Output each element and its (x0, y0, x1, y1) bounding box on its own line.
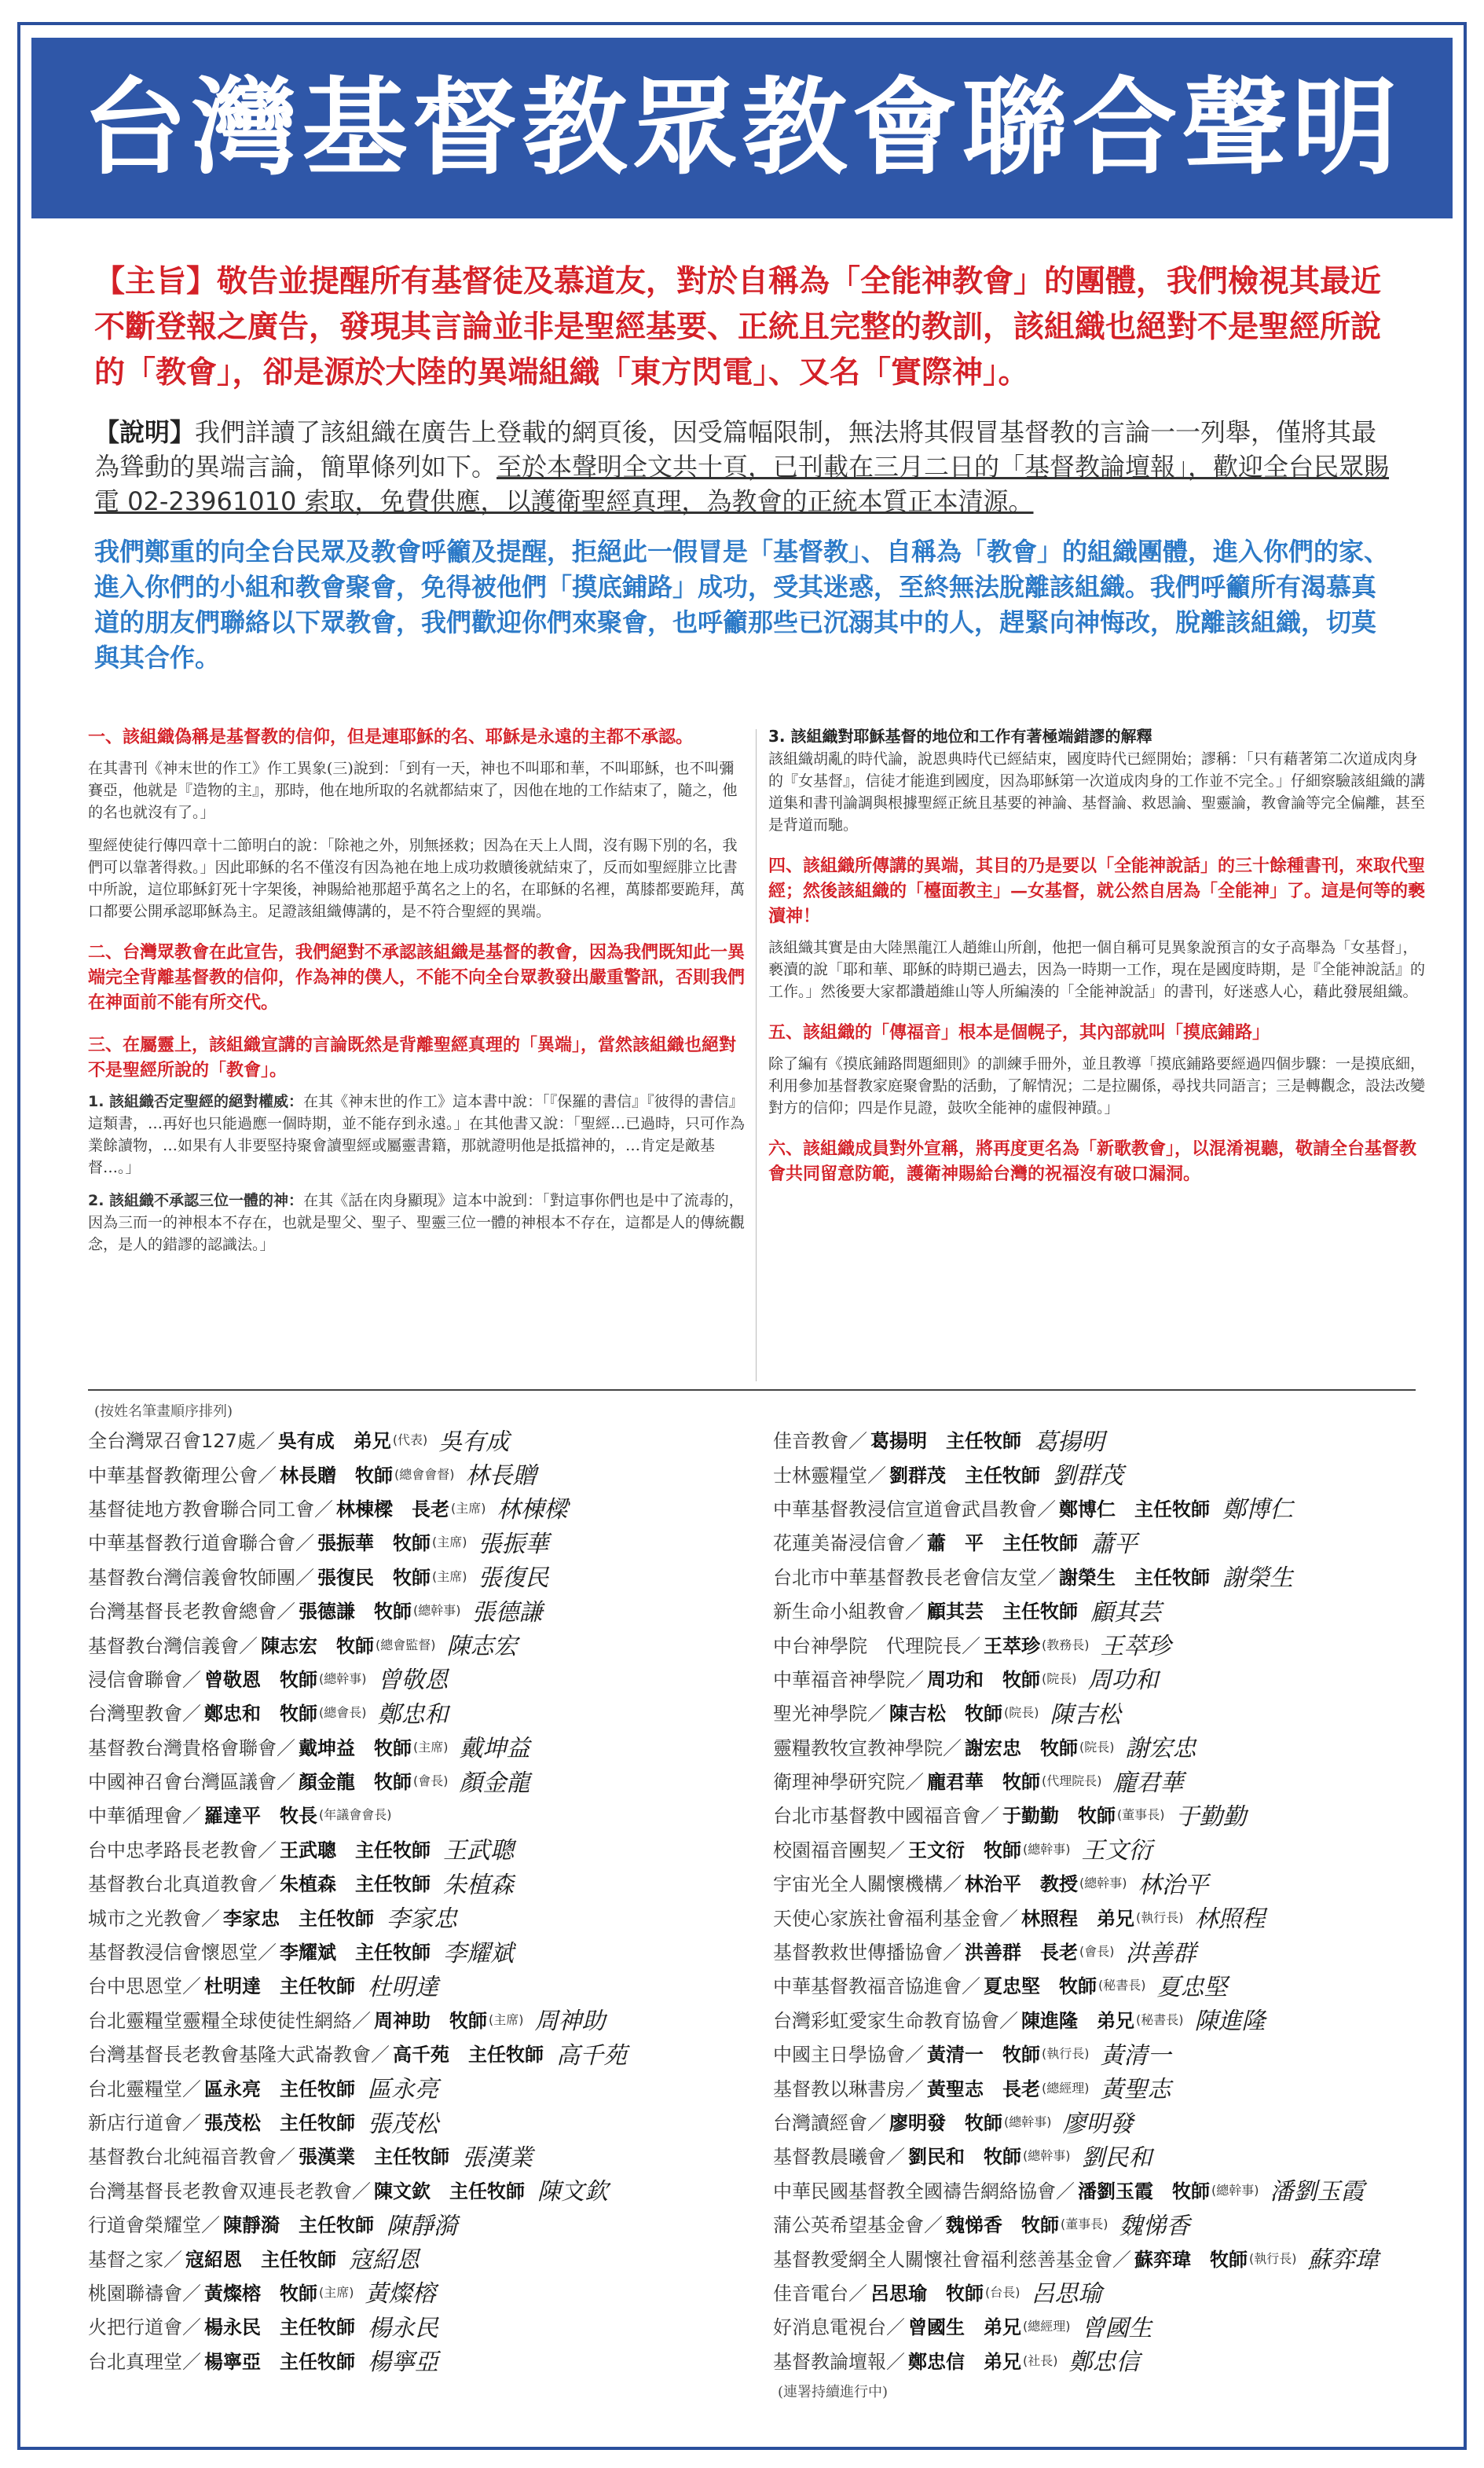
signatory-name: 張漢業 主任牧師 (299, 2146, 449, 2169)
signatory-row (88, 2343, 764, 2377)
signatory-organization: 基督教台灣信義會／ (88, 1634, 258, 1657)
signatory-name: 王文衍 牧師 (908, 1839, 1021, 1861)
signatory-organization: 基督教台灣貴格會聯會／ (88, 1736, 295, 1759)
signatory-name: 陳志宏 牧師 (261, 1634, 374, 1657)
signatory-organization: 新生命小組教會／ (773, 1601, 924, 1623)
signatory-name: 周神助 牧師 (374, 2009, 487, 2032)
signatory-row (88, 1524, 764, 1558)
signatory-organization: 中華基督教行道會聯合會／ (88, 1532, 314, 1555)
handwritten-signature: 張振華 (478, 1530, 549, 1558)
signatory-role: (總經理) (1023, 2319, 1071, 2334)
handwritten-signature: 鄭博仁 (1222, 1496, 1293, 1524)
signatory-role: (台長) (985, 2284, 1020, 2300)
section-2-heading: 二、台灣眾教會在此宣告，我們絕對不承認該組織是基督的教會，因為我們既知此一異端完全背離基督教的信仰，作為神的僕人，不能不向全台眾教發出嚴重警訊，否則我們在神面前不能有所交代。 (88, 942, 746, 1013)
signatory-row (773, 1661, 1449, 1695)
handwritten-signature: 陳志宏 (446, 1633, 518, 1661)
section-4-text: 該組織其實是由大陸黑龍江人趙維山所創，他把一個自稱可見異象說預言的女子高舉為「女基督」，褻瀆的說「耶和華、耶穌的時期已過去，因為一時期一工作，現在是國度時期，是『全能神說話』的工作。」然後要大家都讚趙維山等人所編湊的「全能神說話」的書刊，好迷惑人心，藉此發展組織。 (768, 939, 1426, 1000)
handwritten-signature: 曾國生 (1081, 2314, 1152, 2342)
section-3-2-label: 2. 該組織不承認三位一體的神： (88, 1192, 304, 1209)
signatory-name: 于勤勤 牧師 (1002, 1805, 1116, 1828)
handwritten-signature: 張德謙 (471, 1598, 543, 1626)
signatory-row (773, 1865, 1449, 1899)
signatory-name: 曾敬恩 牧師 (204, 1668, 317, 1691)
signatory-role: (總幹事) (319, 1670, 367, 1686)
signatory-row (88, 1661, 764, 1695)
signatory-name: 戴坤益 牧師 (299, 1736, 412, 1759)
signatory-name: 朱植森 主任牧師 (280, 1873, 431, 1896)
signatory-role: (院長) (1004, 1705, 1039, 1721)
signatory-row (88, 2002, 764, 2036)
signatory-role: (總會會督) (394, 1466, 455, 1482)
signatory-organization: 新店行道會／ (88, 2112, 201, 2134)
signatory-name: 張復民 牧師 (317, 1566, 431, 1589)
signatory-role: (主席) (489, 2011, 524, 2027)
signatory-row (88, 1934, 764, 1967)
signatory-organization: 台北市中華基督教長老會信友堂／ (773, 1566, 1056, 1589)
purpose-text: 敬告並提醒所有基督徒及慕道友，對於自稱為「全能神教會」的團體，我們檢視其最近不斷登報之廣告，發現其言論並非是聖經基要、正統且完整的教訓，該組織也絕對不是聖經所說的「教會」，卻是源於大陸的異端組織「東方閃電」、又名「實際神」。 (94, 264, 1382, 391)
handwritten-signature: 朱植森 (443, 1871, 514, 1899)
signatory-organization: 台中忠孝路長老教會／ (88, 1839, 277, 1861)
signatory-name: 杜明達 主任牧師 (204, 1975, 355, 1998)
right-column (768, 724, 1425, 1194)
signatory-role: (主席) (413, 1739, 449, 1755)
signatory-name: 鄭博仁 主任牧師 (1059, 1498, 1210, 1520)
handwritten-signature: 潘劉玉霞 (1270, 2178, 1365, 2206)
section-6-heading: 六、該組織成員對外宣稱，將再度更名為「新歌教會」，以混淆視聽，敬請全台基督教會共同留意防範，護衛神賜給台灣的祝福沒有破口漏洞。 (768, 1139, 1417, 1184)
explanation-label: 【說明】 (94, 417, 196, 447)
signatory-row (88, 1797, 764, 1831)
handwritten-signature: 顏金龍 (459, 1769, 530, 1797)
signatory-row (88, 2308, 764, 2342)
handwritten-signature: 劉民和 (1081, 2143, 1152, 2172)
signatory-organization: 台中思恩堂／ (88, 1975, 201, 1998)
signatories-continuing-note: (連署持續進行中) (778, 2384, 889, 2400)
signatory-name: 黃燦榕 牧師 (204, 2282, 317, 2305)
handwritten-signature: 王萃珍 (1100, 1633, 1171, 1661)
signatory-role: (總會長) (319, 1705, 367, 1721)
signatory-organization: 衛理神學研究院／ (773, 1771, 924, 1794)
signatory-organization: 基督教晨曦會／ (773, 2146, 905, 2169)
signatory-name: 劉民和 牧師 (908, 2146, 1021, 2169)
handwritten-signature: 張茂松 (368, 2110, 438, 2138)
signatory-name: 楊寧亞 主任牧師 (204, 2350, 355, 2373)
section-1-quote: 在其書刊《神末世的作工》作工異象(三)說到：「到有一天，神也不叫耶和華，不叫耶穌，也不叫彌賽亞，他就是『造物的主』，那時，他在地所取的名就都結束了，因他在地的工作結束了，隨之，他的名也就沒有了。」 (88, 760, 738, 821)
signatory-organization: 基督教愛網全人關懷社會福利慈善基金會／ (773, 2248, 1131, 2271)
signatory-row (773, 1593, 1449, 1626)
signatory-role: (代表) (392, 1432, 428, 1448)
signatory-name: 陳靜漪 主任牧師 (223, 2214, 374, 2237)
signatory-row (773, 1524, 1449, 1558)
signatory-organization: 基督教以琳書房／ (773, 2077, 924, 2100)
signatory-name: 周功和 牧師 (927, 1668, 1040, 1691)
signatory-organization: 全台灣眾召會127處／ (88, 1430, 275, 1453)
signatory-organization: 台灣讀經會／ (773, 2112, 886, 2134)
signatory-name: 林照程 弟兄 (1021, 1907, 1134, 1930)
section-3-1 (88, 1091, 745, 1179)
handwritten-signature: 鄭忠信 (1068, 2349, 1140, 2377)
signatory-row (773, 2104, 1449, 2138)
signatory-name: 蕭 平 主任牧師 (927, 1532, 1078, 1555)
signatory-row (773, 1456, 1449, 1490)
signatory-role: (總幹事) (1211, 2182, 1259, 2198)
signatory-row (88, 1865, 764, 1899)
handwritten-signature: 區永亮 (368, 2076, 438, 2104)
handwritten-signature: 鄭忠和 (377, 1700, 449, 1729)
signatory-role: (總幹事) (1004, 2114, 1052, 2129)
signatory-organization: 中台神學院 代理院長／ (773, 1634, 980, 1657)
signatory-row (88, 1695, 764, 1729)
signatory-name: 葛揚明 主任牧師 (870, 1430, 1021, 1453)
handwritten-signature: 陳靜漪 (387, 2212, 457, 2240)
handwritten-signature: 周神助 (534, 2008, 606, 2036)
signatory-organization: 台北靈糧堂／ (88, 2077, 201, 2100)
signatory-organization: 台灣基督長老教會總會／ (88, 1601, 295, 1623)
signatory-organization: 士林靈糧堂／ (773, 1464, 886, 1487)
handwritten-signature: 曾敬恩 (377, 1667, 449, 1695)
handwritten-signature: 陳進隆 (1194, 2008, 1266, 2036)
section-3-3-heading: 3. 該組織對耶穌基督的地位和工作有著極端錯謬的解釋 (768, 727, 1152, 746)
signatories-left-list (88, 1422, 764, 2377)
signatory-role: (總經理) (1042, 2080, 1090, 2096)
signatory-row (773, 2070, 1449, 2103)
signatory-row (88, 1491, 764, 1524)
signatory-role: (總會監督) (376, 1637, 436, 1652)
signatory-row (88, 2104, 764, 2138)
signatory-role: (社長) (1023, 2352, 1058, 2368)
signatory-name: 寇紹恩 主任牧師 (185, 2248, 336, 2271)
signatory-role: (年議會會長) (319, 1807, 392, 1823)
section-5-heading: 五、該組織的「傳福音」根本是個幌子，其內部就叫「摸底鋪路」 (768, 1022, 1270, 1043)
handwritten-signature: 林治平 (1138, 1871, 1209, 1899)
signatory-organization: 浸信會聯會／ (88, 1668, 201, 1691)
signatory-name: 吳有成 弟兄 (277, 1430, 391, 1453)
signatory-organization: 台灣基督長老教會基隆大武崙教會／ (88, 2044, 390, 2066)
signatory-row (773, 1695, 1449, 1729)
signatory-name: 黃聖志 長老 (927, 2077, 1040, 2100)
signatory-name: 劉群茂 主任牧師 (889, 1464, 1040, 1487)
signatory-row (773, 2002, 1449, 2036)
signatory-organization: 中國神召會台灣區議會／ (88, 1771, 295, 1794)
signatory-role: (院長) (1079, 1739, 1115, 1755)
handwritten-signature: 楊寧亞 (368, 2349, 438, 2377)
signatory-row (773, 2173, 1449, 2206)
signatory-name: 鄭忠信 弟兄 (908, 2350, 1021, 2373)
signatory-organization: 城市之光教會／ (88, 1907, 220, 1930)
signatory-organization: 台灣彩虹愛家生命教育協會／ (773, 2009, 1018, 2032)
signatory-name: 張振華 牧師 (317, 1532, 431, 1555)
signatory-role: (主席) (319, 2284, 354, 2300)
signatory-organization: 中華基督教浸信宣道會武昌教會／ (773, 1498, 1056, 1520)
signatory-row (88, 1422, 764, 1456)
signatory-name: 潘劉玉霞 牧師 (1078, 2180, 1210, 2202)
signatory-row (88, 1832, 764, 1865)
handwritten-signature: 葛揚明 (1034, 1428, 1105, 1456)
signatory-organization: 蒲公英希望基金會／ (773, 2214, 943, 2237)
signatory-name: 張德謙 牧師 (299, 1601, 412, 1623)
signatory-row (773, 1899, 1449, 1933)
signatory-row (88, 2240, 764, 2274)
explanation-underlined-text: 至於本聲明全文共十頁，已刊載在三月二日的「基督教論壇報」，歡迎全台民眾賜電 02-23961010 索取，免費供應，以護衛聖經真理，為教會的正統本質正本清源。 (94, 452, 1390, 516)
signatory-row (773, 2275, 1449, 2308)
handwritten-signature: 洪善群 (1125, 1939, 1196, 1967)
signatory-role: (院長) (1042, 1670, 1077, 1686)
signatory-row (88, 2173, 764, 2206)
handwritten-signature: 顧其芸 (1090, 1598, 1161, 1626)
signatory-organization: 桃園聯禱會／ (88, 2282, 201, 2305)
signatory-row (773, 2240, 1449, 2274)
signatory-organization: 好消息電視台／ (773, 2316, 905, 2339)
signatory-row (88, 1763, 764, 1797)
handwritten-signature: 王文衍 (1081, 1837, 1152, 1865)
signatory-role: (會長) (1079, 1944, 1115, 1960)
signatory-row (773, 2138, 1449, 2172)
signatory-row (773, 1422, 1449, 1456)
signatory-name: 陳吉松 牧師 (889, 1703, 1002, 1725)
signatory-row (773, 1832, 1449, 1865)
signatory-row (773, 1934, 1449, 1967)
signatory-role: (董事長) (1061, 2217, 1108, 2232)
signatory-name: 林棟樑 長老 (336, 1498, 449, 1520)
handwritten-signature: 高千苑 (556, 2041, 627, 2070)
signatory-row (88, 1626, 764, 1660)
signatory-organization: 中華基督教衛理公會／ (88, 1464, 277, 1487)
signatory-role: (秘書長) (1136, 2011, 1184, 2027)
signatory-name: 黃清一 牧師 (927, 2044, 1040, 2066)
handwritten-signature: 龐君華 (1112, 1769, 1184, 1797)
handwritten-signature: 周功和 (1087, 1667, 1159, 1695)
page-title: 台灣基督教眾教會聯合聲明 (82, 67, 1402, 189)
signatory-row (773, 1763, 1449, 1797)
section-5-text: 除了編有《摸底鋪路問題細則》的訓練手冊外，並且教導「摸底鋪路要經過四個步驟：一是摸底細，利用參加基督教家庭聚會點的活動，了解情況；二是拉關係，尋找共同語言；三是轉觀念，設法改變對方的信仰；四是作見證，鼓吹全能神的虛假神蹟。」 (768, 1055, 1426, 1117)
signatory-organization: 基督教救世傳播協會／ (773, 1942, 962, 1964)
signatory-name: 顧其芸 主任牧師 (927, 1601, 1078, 1623)
signatory-organization: 基督教台北真道教會／ (88, 1873, 277, 1896)
signatory-name: 陳進隆 弟兄 (1021, 2009, 1134, 2032)
signatory-organization: 基督徒地方教會聯合同工會／ (88, 1498, 333, 1520)
signatory-organization: 中國主日學協會／ (773, 2044, 924, 2066)
handwritten-signature: 蕭平 (1090, 1530, 1138, 1558)
signatory-row (88, 2275, 764, 2308)
signatory-row (88, 1967, 764, 2001)
section-3-1-text: 在其《神末世的作工》這本書中說：「『保羅的書信』『彼得的書信』這類書，…再好也只能過應一個時期，並不能存到永遠。」在其他書又說：「聖經…已過時，只可作為業餘讀物，…如果有人非要堅持聚會讀聖經或屬靈書籍，那就證明他是抵擋神的，…肯定是敵基督…。」 (88, 1093, 746, 1176)
signatory-name: 陳文欽 主任牧師 (374, 2180, 525, 2202)
left-column (88, 724, 745, 1267)
signatory-name: 顏金龍 牧師 (299, 1771, 412, 1794)
handwritten-signature: 呂思瑜 (1031, 2280, 1102, 2308)
signatory-organization: 基督教浸信會懷恩堂／ (88, 1942, 277, 1964)
signatory-organization: 台北靈糧堂靈糧全球使徒性網絡／ (88, 2009, 371, 2032)
signatory-name: 廖明發 牧師 (889, 2112, 1002, 2134)
signatory-organization: 基督教台灣信義會牧師團／ (88, 1566, 314, 1589)
signatory-row (88, 2036, 764, 2070)
signatory-role: (主席) (432, 1535, 467, 1550)
signatory-row (773, 1729, 1449, 1763)
handwritten-signature: 劉群茂 (1053, 1462, 1123, 1491)
section-4-heading: 四、該組織所傳講的異端，其目的乃是要以「全能神說話」的三十餘種書刊，來取代聖經；然後該組織的「檯面教主」—女基督，就公然自居為「全能神」了。這是何等的褻瀆神！ (768, 856, 1426, 926)
handwritten-signature: 林棟樑 (496, 1496, 568, 1524)
signatory-role: (總幹事) (1079, 1876, 1127, 1891)
signatory-name: 洪善群 長老 (965, 1942, 1078, 1964)
handwritten-signature: 林照程 (1194, 1905, 1266, 1934)
section-3-2 (88, 1190, 745, 1256)
handwritten-signature: 王武聰 (443, 1837, 514, 1865)
signatory-organization: 校園福音團契／ (773, 1839, 905, 1861)
signatory-organization: 花蓮美崙浸信會／ (773, 1532, 924, 1555)
signatory-organization: 佳音電台／ (773, 2282, 867, 2305)
handwritten-signature: 謝榮生 (1222, 1564, 1293, 1593)
signatory-name: 夏忠堅 牧師 (984, 1975, 1097, 1998)
signatory-name: 王武聰 主任牧師 (280, 1839, 431, 1861)
handwritten-signature: 陳文欽 (537, 2178, 608, 2206)
signatory-role: (主席) (432, 1568, 467, 1584)
signatory-row (88, 2070, 764, 2103)
signatory-organization: 聖光神學院／ (773, 1703, 886, 1725)
signatory-role: (董事長) (1117, 1807, 1165, 1823)
signatory-name: 魏悌香 牧師 (946, 2214, 1059, 2237)
signatory-name: 蘇弈瑋 牧師 (1134, 2248, 1248, 2271)
handwritten-signature: 蘇弈瑋 (1307, 2246, 1379, 2275)
handwritten-signature: 于勤勤 (1175, 1803, 1247, 1831)
appeal-paragraph: 我們鄭重的向全台民眾及教會呼籲及提醒，拒絕此一假冒是「基督教」、自稱為「教會」的組織團體，進入你們的家、進入你們的小組和教會聚會，免得被他們「摸底鋪路」成功，受其迷惑，至終無法脫離該組織。我們呼籲所有渴慕真道的朋友們聯絡以下眾教會，我們歡迎你們來聚會，也呼籲那些已沉溺其中的人，趕緊向神悔改，脫離該組織，切莫與其合作。 (94, 537, 1390, 673)
signatory-name: 李家忠 主任牧師 (223, 1907, 374, 1930)
handwritten-signature: 廖明發 (1062, 2110, 1134, 2138)
signatory-name: 張茂松 主任牧師 (204, 2112, 355, 2134)
section-3-3-text: 該組織胡亂的時代論，說恩典時代已經結束，國度時代已經開始；謬稱：「只有藉著第二次道成肉身的『女基督』，信徒才能進到國度，因為耶穌第一次道成肉身的工作並不完全。」仔細察驗該組織的講道集和書刊論調與根據聖經正統且基要的神論、基督論、救恩論、聖靈論，教會論等完全偏離，甚至是背道而馳。 (768, 750, 1426, 834)
signatory-name: 李耀斌 主任牧師 (280, 1942, 431, 1964)
section-3-2-text: 在其《話在肉身顯現》這本中說到：「對這事你們也是中了流毒的，因為三而一的神根本不存在，也就是聖父、聖子、聖靈三位一體的神根本不存在，這都是人的傳統觀念，是人的錯謬的認識法。」 (88, 1192, 746, 1253)
signatory-row (773, 1491, 1449, 1524)
signatory-organization: 台灣基督長老教會双連長老教會／ (88, 2180, 371, 2202)
signatories-divider (88, 1389, 1416, 1391)
section-3-1-label: 1. 該組織否定聖經的絕對權威： (88, 1093, 304, 1110)
signatory-role: (總幹事) (413, 1603, 461, 1619)
signatory-row (773, 2036, 1449, 2070)
handwritten-signature: 魏悌香 (1119, 2212, 1190, 2240)
signatory-row (773, 1559, 1449, 1593)
signatory-organization: 基督教台北純福音教會／ (88, 2146, 295, 2169)
signatory-organization: 佳音教會／ (773, 1430, 867, 1453)
signatory-organization: 靈糧教牧宣教神學院／ (773, 1736, 962, 1759)
signatory-role: (代理院長) (1042, 1773, 1102, 1789)
signatory-name: 鄭忠和 牧師 (204, 1703, 317, 1725)
signatory-row (88, 1559, 764, 1593)
purpose-label: 【主旨】 (94, 264, 218, 299)
signatory-name: 謝宏忠 牧師 (965, 1736, 1078, 1759)
handwritten-signature: 張復民 (478, 1564, 549, 1593)
signatory-name: 林長贈 牧師 (280, 1464, 393, 1487)
signatory-role: (總幹事) (1023, 2148, 1071, 2164)
column-divider (756, 729, 757, 1381)
signatory-role: (教務長) (1042, 1637, 1090, 1652)
signatory-role: (總幹事) (1023, 1841, 1071, 1857)
signatories-order-note: (按姓名筆畫順序排列) (94, 1403, 233, 1420)
signatory-name: 羅達平 牧長 (204, 1805, 317, 1828)
signatory-name: 區永亮 主任牧師 (204, 2077, 355, 2100)
purpose-paragraph (94, 259, 1391, 396)
section-1-heading: 一、該組織偽稱是基督教的信仰，但是連耶穌的名、耶穌是永遠的主都不承認。 (88, 727, 694, 747)
signatory-name: 謝榮生 主任牧師 (1059, 1566, 1210, 1589)
handwritten-signature: 杜明達 (368, 1973, 438, 2001)
signatory-name: 林治平 教授 (965, 1873, 1078, 1896)
explanation-text: 我們詳讀了該組織在廣告上登載的網頁後，因受篇幅限制，無法將其假冒基督教的言論一一列舉，僅將其最為聳動的異端言論，簡單條列如下。 (94, 417, 1377, 482)
signatory-organization: 中華循理會／ (88, 1805, 201, 1828)
handwritten-signature: 李耀斌 (443, 1939, 514, 1967)
signatory-organization: 行道會榮耀堂／ (88, 2214, 220, 2237)
handwritten-signature: 陳吉松 (1050, 1700, 1121, 1729)
signatory-row (88, 2138, 764, 2172)
handwritten-signature: 黃聖志 (1100, 2076, 1171, 2104)
signatory-role: (執行長) (1136, 1909, 1184, 1925)
signatory-organization: 基督之家／ (88, 2248, 182, 2271)
handwritten-signature: 夏忠堅 (1156, 1973, 1228, 2001)
signatory-row (773, 1967, 1449, 2001)
signatory-organization: 基督教論壇報／ (773, 2350, 905, 2373)
signatory-organization: 中華民國基督教全國禱告網絡協會／ (773, 2180, 1075, 2202)
signatory-role: (執行長) (1249, 2250, 1297, 2266)
signatory-row (88, 1456, 764, 1490)
signatory-role: (秘書長) (1098, 1978, 1146, 1993)
signatory-organization: 中華基督教福音協進會／ (773, 1975, 980, 1998)
signatory-organization: 台北市基督教中國福音會／ (773, 1805, 999, 1828)
signatory-organization: 台北真理堂／ (88, 2350, 201, 2373)
signatory-row (88, 1899, 764, 1933)
signatory-name: 曾國生 弟兄 (908, 2316, 1021, 2339)
signatory-name: 高千苑 主任牧師 (393, 2044, 544, 2066)
handwritten-signature: 黃燦榕 (365, 2280, 436, 2308)
section-1-text: 聖經使徒行傳四章十二節明白的說：「除祂之外，別無拯救；因為在天上人間，沒有賜下別的名，我們可以靠著得救。」因此耶穌的名不僅沒有因為祂在地上成功救贖後就結束了，反而如聖經腓立比書中所說，這位耶穌釘死十字架後，神賜給祂那超乎萬名之上的名，在耶穌的名裡，萬膝都要跪拜，萬口都要公開承認耶穌為主。足證該組織傳講的，是不符合聖經的異端。 (88, 837, 746, 920)
section-3-heading: 三、在屬靈上，該組織宣講的言論既然是背離聖經真理的「異端」，當然該組織也絕對不是聖經所說的「教會」。 (88, 1035, 737, 1080)
signatory-row (88, 1593, 764, 1626)
signatory-organization: 台灣聖教會／ (88, 1703, 201, 1725)
signatory-row (773, 2206, 1449, 2240)
signatory-row (88, 2206, 764, 2240)
handwritten-signature: 戴坤益 (459, 1735, 530, 1763)
signatory-row (88, 1729, 764, 1763)
signatory-name: 呂思瑜 牧師 (870, 2282, 984, 2305)
signatories-right-list (773, 1422, 1449, 2377)
signatory-organization: 火把行道會／ (88, 2316, 201, 2339)
handwritten-signature: 楊永民 (368, 2314, 438, 2342)
handwritten-signature: 寇紹恩 (349, 2246, 420, 2275)
signatory-organization: 天使心家族社會福利基金會／ (773, 1907, 1018, 1930)
signatory-row (773, 1797, 1449, 1831)
signatory-name: 王萃珍 (984, 1634, 1040, 1657)
handwritten-signature: 謝宏忠 (1125, 1735, 1196, 1763)
handwritten-signature: 林長贈 (465, 1462, 537, 1491)
title-banner (31, 38, 1453, 218)
signatory-row (773, 2343, 1449, 2377)
signatory-row (773, 2308, 1449, 2342)
explanation-paragraph (94, 415, 1391, 519)
signatory-row (773, 1626, 1449, 1660)
signatory-organization: 中華福音神學院／ (773, 1668, 924, 1691)
handwritten-signature: 吳有成 (438, 1428, 510, 1456)
signatory-name: 楊永民 主任牧師 (204, 2316, 355, 2339)
handwritten-signature: 張漢業 (462, 2143, 533, 2172)
signatory-name: 龐君華 牧師 (927, 1771, 1040, 1794)
signatory-role: (執行長) (1042, 2046, 1090, 2062)
handwritten-signature: 李家忠 (387, 1905, 457, 1934)
handwritten-signature: 黃清一 (1100, 2041, 1171, 2070)
signatory-role: (會長) (413, 1773, 449, 1789)
signatory-organization: 宇宙光全人關懷機構／ (773, 1873, 962, 1896)
signatory-role: (主席) (451, 1500, 486, 1516)
